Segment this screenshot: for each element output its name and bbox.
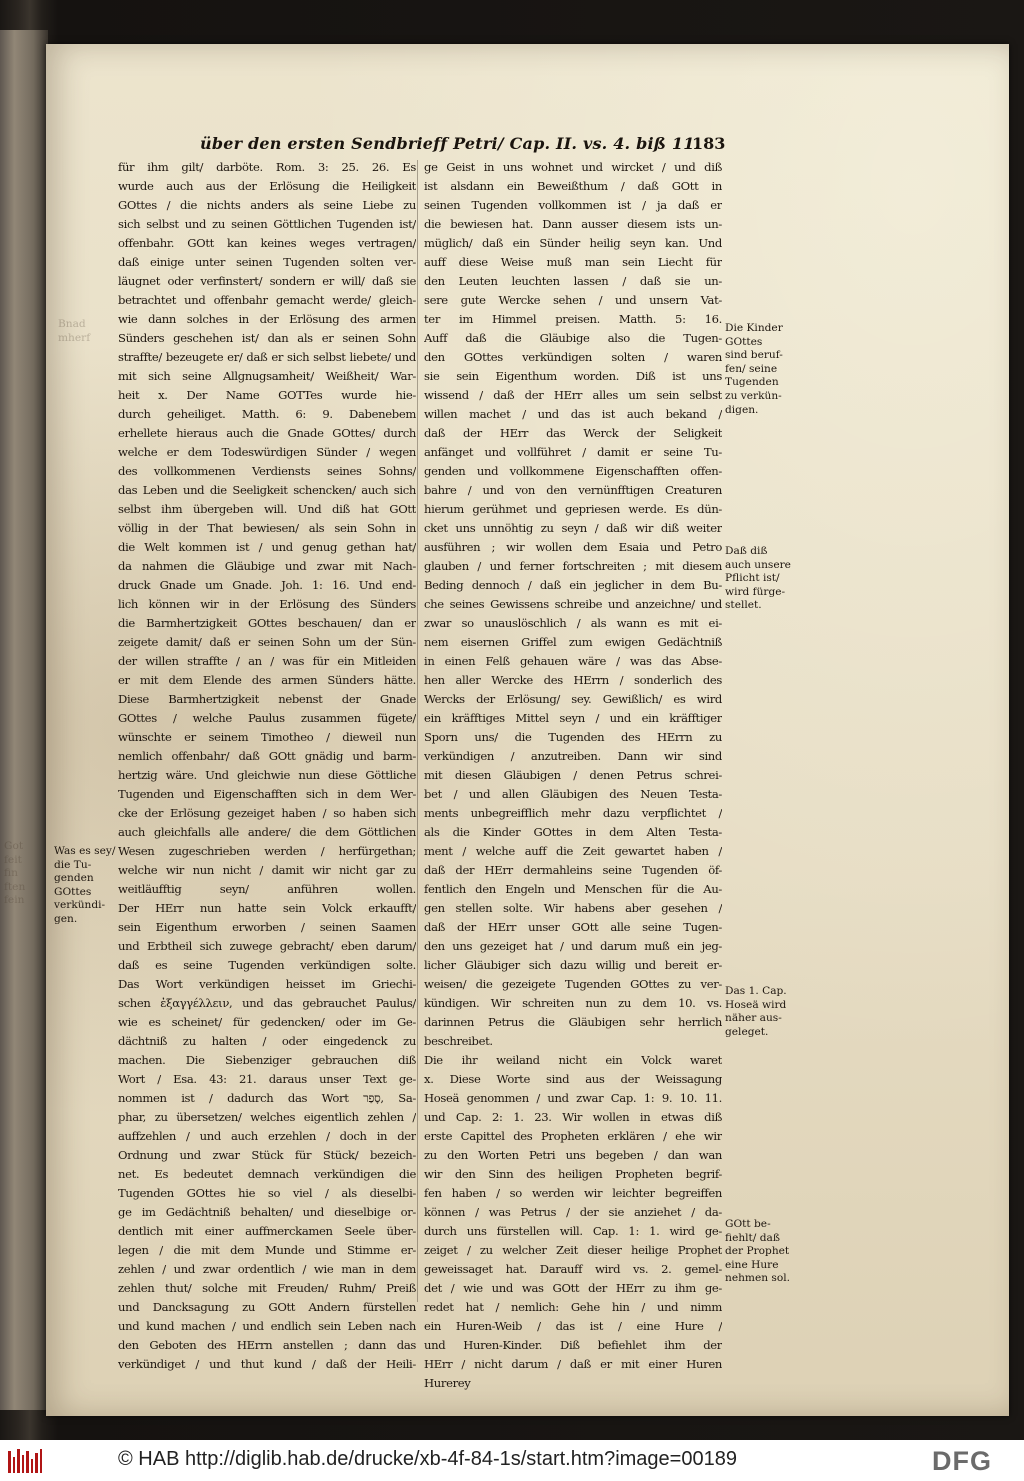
text-line: daß der HErr das Werck der Seligkeit: [424, 426, 722, 440]
attribution-link[interactable]: © HAB http://diglib.hab.de/drucke/xb-4f-84-1s/start.htm?image=00189: [118, 1448, 737, 1470]
text-line: die Welt kommen ist / und genug gethan hat/: [118, 540, 416, 554]
text-line: betrachtet und offenbahr gemacht werde/ gleich-: [118, 293, 416, 307]
marginal-note-line: Pflicht ist/: [725, 572, 780, 585]
text-line: dentlich mit einer auffmerckamen Seele über-: [118, 1224, 416, 1238]
text-line: nommen ist / dadurch das Wort סָפַר, Sa-: [118, 1091, 416, 1105]
text-line: daß es seine Tugenden verkündigen solte.: [118, 958, 416, 972]
marginal-note-hosea: [725, 985, 787, 1039]
viewer-footer: [0, 1440, 1024, 1481]
text-line: schen ἐξαγγέλλειν, und das gebrauchet Paulus/: [118, 996, 416, 1010]
text-line: geweissaget hat. Darauff wird vs. 2. gemel-: [424, 1262, 722, 1276]
text-line: daß einige unter seinen Tugenden solten ver-: [118, 255, 416, 269]
text-line: lich können wir in der Erlösung des Sünders: [118, 597, 416, 611]
text-line: nem eisernen Griffel zum ewigen Gedächtniß: [424, 635, 722, 649]
marginal-note-line: zu verkün-: [725, 389, 782, 402]
text-line: det / wie und was GOtt der HErr zu ihm ge-: [424, 1281, 722, 1295]
text-line: offenbahr. GOtt kan keines weges vertragen/: [118, 236, 416, 250]
text-line: zwar so unauslöschlich / als wann es mit ei-: [424, 616, 722, 630]
text-line: sere gute Wercke sehen / und unsern Vat-: [424, 293, 722, 307]
text-line: die Barmhertzigkeit GOttes beschauen/ dan er: [118, 616, 416, 630]
text-line: Hurerey: [424, 1376, 471, 1390]
marginal-note-line: geleget.: [725, 1025, 769, 1038]
marginal-note-line: Hoseä wird: [725, 998, 787, 1011]
text-line: Auff daß die Gläubige also die Tugen-: [424, 331, 722, 345]
text-line: Ordnung und zwar Stück für Stück/ bezeich-: [118, 1148, 416, 1162]
text-line: wir den Sinn des heiligen Propheten begrif-: [424, 1167, 722, 1181]
text-line: mit diesen Gläubigen / denen Petrus schrei-: [424, 768, 722, 782]
text-line: druck Gnade um Gnade. Joh. 1: 16. Und end-: [118, 578, 416, 592]
marginal-note-line: Das 1. Cap.: [725, 985, 787, 997]
text-line: straffte/ bezeugete er/ daß er sich selbst liebete/ und: [118, 350, 416, 364]
text-line: Wort / Esa. 43: 21. daraus unser Text ge-: [118, 1072, 416, 1086]
text-line: und Erbtheil sich zuwege gebracht/ eben darum/: [118, 939, 416, 953]
text-line: den Leuten leuchten lassen / daß sie un-: [424, 274, 722, 288]
marginal-note-line: fiehlt/ daß: [725, 1231, 780, 1244]
marginal-note-line: Die Kinder: [725, 322, 783, 334]
text-line: beschreibet.: [424, 1034, 493, 1048]
text-line: ment / welche auff die Zeit gewartet haben /: [424, 844, 722, 858]
text-line: legen / die mit dem Munde und Stimme er-: [118, 1243, 416, 1257]
text-line: wünschte er seinem Timotheo / dieweil nun: [118, 730, 416, 744]
text-line: und Dancksagung zu GOtt Andern fürstellen: [118, 1300, 416, 1314]
marginal-note-line: eine Hure: [725, 1258, 779, 1271]
text-line: che seines Gewissens schreibe und anzeichne/ und: [424, 597, 722, 611]
text-line: hierum gerühmet und gepriesen werde. Es dün-: [424, 502, 722, 516]
text-line: daß der HErr dermahleins seine Tugenden öf-: [424, 863, 722, 877]
previous-page-edge: [0, 30, 48, 1410]
text-line: wissend / daß der HErr alles um sein selbst: [424, 388, 722, 402]
marginal-note-line: gen.: [54, 912, 78, 925]
text-line: können / was Petrus / der sie anziehet / da-: [424, 1205, 722, 1219]
text-line: läugnet oder verfinstert/ sondern er will/ daß sie: [118, 274, 416, 288]
text-line: zehlen thut/ solche mit Freuden/ Ruhm/ Preiß: [118, 1281, 416, 1295]
text-line: und Huren-Kinder. Diß befiehlet ihm der: [424, 1338, 722, 1352]
text-line: verkündigen / anzutreiben. Dann wir sind: [424, 749, 722, 763]
text-line: zehlen / und zwar ordentlich / wie man in dem: [118, 1262, 416, 1276]
marginal-note-line: stellet.: [725, 599, 762, 612]
text-line: er mit dem Elende des armen Sünders hätte.: [118, 673, 416, 687]
text-line: bet / und allen Gläubigen des Neuen Testa-: [424, 787, 722, 801]
text-line: die bewiesen hat. Dann ausser diesem ists un-: [424, 217, 722, 231]
text-line: HErr / nicht darum / daß er mit einer Huren: [424, 1357, 722, 1371]
dfg-logo: DFG: [932, 1446, 992, 1476]
text-line: ter im Himmel preisen. Matth. 5: 16.: [424, 312, 722, 326]
text-line: redet hat / nemlich: Gehe hin / und nimm: [424, 1300, 722, 1314]
text-line: wie dann solches in der Erlösung des armen: [118, 312, 416, 326]
text-line: kündigen. Wir schreiten nun zu dem 10. vs.: [424, 996, 722, 1010]
marginal-note-line: der Prophet: [725, 1245, 790, 1258]
text-line: ge im Gedächtniß behalten/ und dieselbige or-: [118, 1205, 416, 1219]
text-line: ist alsdann ein Beweißthum / daß GOtt in: [424, 179, 722, 193]
text-line: glauben / und ferner fortschreiten ; mit diesem: [424, 559, 722, 573]
text-line: darinnen Petrus die Gläubigen sehr herrlich: [424, 1015, 722, 1029]
text-line: sich selbst und zu seinen Göttlichen Tugenden ist/: [118, 217, 416, 231]
text-line: seinen Tugenden vollkommen ist / ja daß er: [424, 198, 722, 212]
text-line: fen haben / so werden wir leichter begreiffen: [424, 1186, 722, 1200]
text-line: erste Capittel des Propheten erklären / ehe wir: [424, 1129, 722, 1143]
text-line: daß der HErr unser GOtt alle seine Tugen-: [424, 920, 722, 934]
text-line: müglich/ daß ein Sünder heilig seyn kan. Und: [424, 236, 722, 250]
text-line: GOttes / die nichts anders als seine Liebe zu: [118, 198, 416, 212]
text-line: weisen/ die gezeigete Tugenden GOttes zu ver-: [424, 977, 722, 991]
text-line: auffzehlen / und auch erzehlen / doch in der: [118, 1129, 416, 1143]
text-line: Hoseä genommen / und zwar Cap. 1: 9. 10. 11.: [424, 1091, 722, 1105]
text-line: nemlich offenbahr/ daß GOtt gnädig und barm-: [118, 749, 416, 763]
text-line: Diese Barmhertzigkeit nebenst der Gnade: [118, 692, 416, 706]
text-line: hertzig wäre. Und gleichwie nun diese Göttliche: [118, 768, 416, 782]
text-line: Sporn uns/ die Tugenden des HErrn zu: [424, 730, 722, 744]
marginal-note-line: genden: [54, 872, 94, 885]
text-line: selbst ihm übergeben will. Und diß hat GOtt: [118, 502, 416, 516]
marginal-note-kinder: [725, 322, 783, 417]
text-line: phar, zu übersetzen/ welches eigentlich zehlen /: [118, 1110, 416, 1124]
text-line: ein kräfftiges Mittel seyn / und ein kräfftiger: [424, 711, 722, 725]
text-line: verkündiget / und thut kund / daß der Heili-: [118, 1357, 416, 1371]
text-line: zu den Worten Petri uns begeben / dan wan: [424, 1148, 722, 1162]
text-line: mit sich seine Allgnugsamheit/ Weißheit/ War-: [118, 369, 416, 383]
text-line: weitläufftig seyn/ anführen wollen.: [118, 882, 416, 896]
text-line: sein Eigenthum erworben / seinen Saamen: [118, 920, 416, 934]
text-line: hen aller Wercke des HErrn / sonderlich des: [424, 673, 722, 687]
marginal-note-line: GOttes: [725, 335, 763, 348]
text-line: und Cap. 2: 1. 23. Wir wollen in etwas diß: [424, 1110, 722, 1124]
marginal-note-line: GOttes: [54, 885, 92, 898]
marginal-note-line: nehmen sol.: [725, 1272, 790, 1285]
hab-logo-icon: [8, 1449, 42, 1473]
text-line: in einen Felß gehauen wäre / was das Abse-: [424, 654, 722, 668]
text-line: des vollkommenen Verdiensts seines Sohns/: [118, 464, 416, 478]
marginal-note-line: Tugenden: [725, 376, 779, 389]
text-line: der willen straffte / an / was für ein Mitleiden: [118, 654, 416, 668]
text-line: für ihm gilt/ darböte. Rom. 3: 25. 26. Es: [118, 160, 416, 174]
text-line: den GOttes verkündigen solten / waren: [424, 350, 722, 364]
text-line: willen machet / und das ist auch bekand /: [424, 407, 722, 421]
column-rule: [417, 160, 418, 1302]
text-line: heit x. Der Name GOTTes wurde hie-: [118, 388, 416, 402]
text-line: sie sein Eigenthum worden. Diß ist uns: [424, 369, 722, 383]
text-line: zeigete damit/ daß er seinen Sohn um der Sün-: [118, 635, 416, 649]
text-line: GOttes / welche Paulus zusammen fügete/: [118, 711, 416, 725]
text-line: Das Wort verkündigen heisset im Griechi-: [118, 977, 416, 991]
text-line: ausführen ; wir wollen dem Esaia und Petro: [424, 540, 722, 554]
text-line: ments unbegreifflich mehr dazu verpflichtet /: [424, 806, 722, 820]
text-line: zeiget / zu welcher Zeit dieser heilige Prophet: [424, 1243, 722, 1257]
text-line: net. Es bedeutet demnach verkündigen die: [118, 1167, 416, 1181]
text-line: Sünders geschehen ist/ dan als er seinen Sohn: [118, 331, 416, 345]
marginal-note-line: GOtt be-: [725, 1218, 771, 1230]
text-line: Wesen zugeschrieben werden / herfürgethan;: [118, 844, 416, 858]
running-title: über den ersten Sendbrieff Petri/ Cap. II. vs. 4. biß 11.: [200, 134, 701, 153]
marginal-note-line: wird fürge-: [725, 585, 786, 598]
text-line: Die ihr weiland nicht ein Volck waret: [424, 1053, 722, 1067]
text-line: und kund machen / und endlich sein Leben nach: [118, 1319, 416, 1333]
text-line: Wercks der Erlösung/ sey. Gewißlich/ es wird: [424, 692, 722, 706]
left-text-column: [118, 158, 416, 1374]
text-line: x. Diese Worte sind aus der Weissagung: [424, 1072, 722, 1086]
ghost-marginal-note: Got feit fin ften fein: [4, 840, 26, 907]
text-line: genden und vollkommene Eigenschafften offen-: [424, 464, 722, 478]
text-line: cket uns unnöhtig zu seyn / daß wir diß weiter: [424, 521, 722, 535]
marginal-note-line: sind beruf-: [725, 349, 783, 362]
text-line: anfänget und vollführet / damit er seine Tu-: [424, 445, 722, 459]
text-line: den uns gezeiget hat / und darum muß ein jeg-: [424, 939, 722, 953]
text-line: völlig in der That bewiesen/ als sein Sohn in: [118, 521, 416, 535]
text-line: Tugenden und Eigenschafften sich in dem Wer-: [118, 787, 416, 801]
text-line: machen. Die Siebenziger gebrauchen diß: [118, 1053, 416, 1067]
text-line: Der HErr nun hatte sein Volck erkaufft/: [118, 901, 416, 915]
ghost-marginal-note: Bnad mherf: [58, 318, 91, 344]
text-line: auff diese Weise muß man sein Liecht für: [424, 255, 722, 269]
text-line: fentlich den Engeln und Menschen für die Au-: [424, 882, 722, 896]
text-line: das Leben und die Seeligkeit schencken/ auch sich: [118, 483, 416, 497]
marginal-note-line: Was es sey/: [54, 845, 116, 857]
marginal-note-line: auch unsere: [725, 558, 791, 571]
marginal-note-line: näher aus-: [725, 1012, 782, 1025]
text-line: erhellete hieraus auch die Gnade GOttes/ durch: [118, 426, 416, 440]
text-line: durch geheiliget. Matth. 6: 9. Dabenebem: [118, 407, 416, 421]
text-line: ein Huren-Weib / das ist / eine Hure /: [424, 1319, 722, 1333]
marginal-note-line: die Tu-: [54, 858, 92, 871]
marginal-note-line: fen/ seine: [725, 362, 778, 375]
marginal-note-prophet: [725, 1218, 790, 1286]
text-line: wurde auch aus der Erlösung die Heiligkeit: [118, 179, 416, 193]
text-line: welche er dem Todeswürdigen Sünder / wegen: [118, 445, 416, 459]
text-line: auch gleichfalls alle andere/ die dem Göttlichen: [118, 825, 416, 839]
marginal-note-line: digen.: [725, 403, 759, 416]
text-line: licher Gläubiger sich dazu willig und bereit er-: [424, 958, 722, 972]
marginal-note-pflicht: [725, 545, 791, 613]
text-line: welche wir nun nicht / damit wir nicht gar zu: [118, 863, 416, 877]
text-line: durch uns fürstellen will. Cap. 1: 1. wird ge-: [424, 1224, 722, 1238]
text-line: den Geboten des HErrn anstellen ; dann das: [118, 1338, 416, 1352]
marginal-note-line: Daß diß: [725, 545, 768, 557]
text-line: cke der Erlösung gezeiget haben / so haben sich: [118, 806, 416, 820]
text-line: da nahmen die Gläubige und zwar mit Nach-: [118, 559, 416, 573]
text-line: als die Kinder GOttes in dem Alten Testa-: [424, 825, 722, 839]
text-line: bahre / und von den vernünfftigen Creaturen: [424, 483, 722, 497]
marginal-note-line: verkündi-: [54, 899, 106, 912]
text-line: ge Geist in uns wohnet und wircket / und diß: [424, 160, 722, 174]
marginal-note-volck: [54, 845, 115, 927]
text-line: Tugenden GOttes hie so viel / als dieselbi-: [118, 1186, 416, 1200]
text-line: Beding dennoch / daß ein jeglicher in dem Bu-: [424, 578, 722, 592]
page-number: 183: [692, 134, 726, 153]
text-line: wie es scheinet/ für gedencken/ oder im Ge-: [118, 1015, 416, 1029]
text-line: dächtniß zu halten / oder eingedenck zu: [118, 1034, 416, 1048]
text-line: gen stellen solte. Wir habens aber gesehen /: [424, 901, 722, 915]
right-text-column: [424, 158, 722, 1393]
